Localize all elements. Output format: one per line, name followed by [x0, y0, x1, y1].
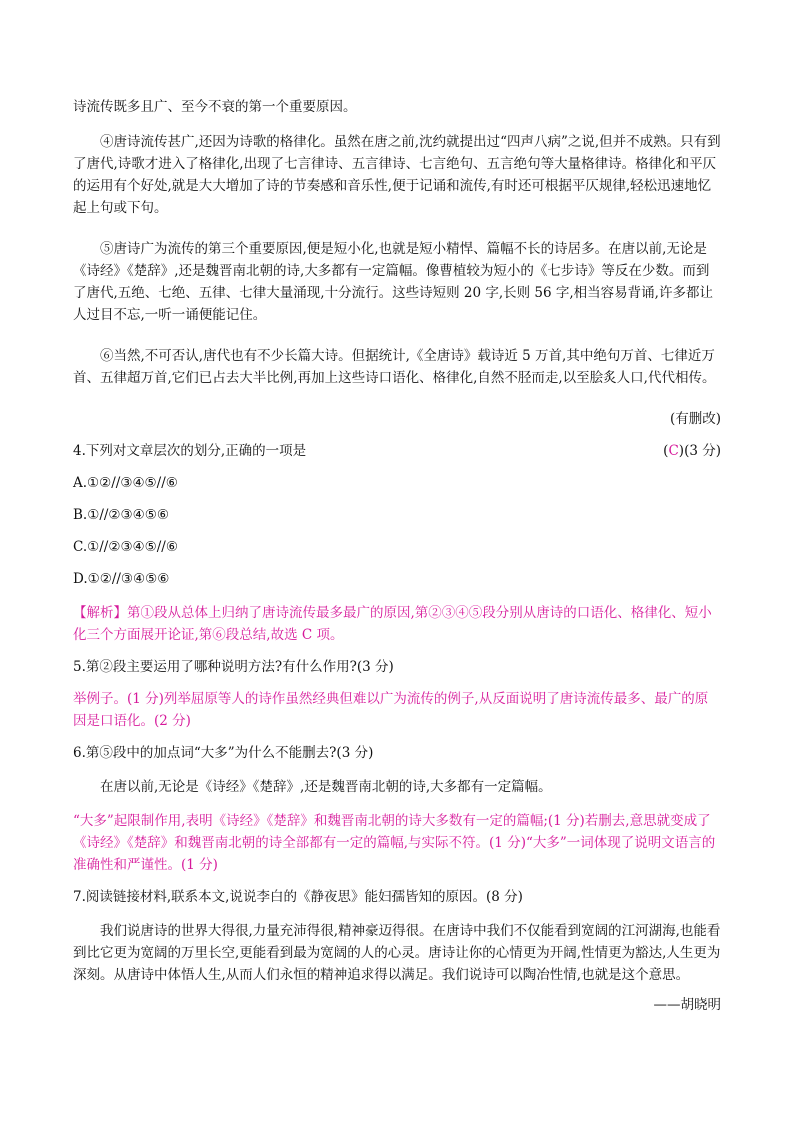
q4-analysis-text: 第①段从总体上归纳了唐诗流传最多最广的原因,第②③④⑤段分别从唐诗的口语化、格律化、短小化三个方面展开论证,第⑥段总结,故选 C 项。: [73, 605, 712, 643]
q6-quote: 在唐以前,无论是《诗经》《楚辞》,还是魏晋南北朝的诗,大多都有一定篇幅。: [100, 779, 552, 795]
source-note: (有删改): [669, 411, 721, 427]
q5-answer: 举例子。(1 分)列举屈原等人的诗作虽然经典但难以广为流传的例子,从反面说明了唐诗流传最多、最广的原因是口语化。(2 分): [73, 691, 709, 729]
q4-answer-score: (C)(3 分): [663, 443, 721, 459]
q4-option-c: C.①//②③④⑤//⑥: [73, 539, 178, 555]
q7-stem: 7.阅读链接材料,联系本文,说说李白的《静夜思》能妇孺皆知的原因。(8 分): [73, 889, 523, 905]
q4-stem: 4.下列对文章层次的划分,正确的一项是: [73, 443, 307, 459]
q7-author: ——胡晓明: [653, 997, 721, 1013]
analysis-tag: 【解析】: [73, 605, 127, 621]
q6-answer: “大多”起限制作用,表明《诗经》《楚辞》和魏晋南北朝的诗大多数有一定的篇幅;(1 分)若删去,意思就变成了《诗经》《楚辞》和魏晋南北朝的诗全部都有一定的篇幅,与实际不符。(1 分)“大多”一词体现了说明文语言的准确性和严谨性。(1 分): [73, 813, 716, 873]
q4-option-a: A.①②//③④⑤//⑥: [73, 475, 178, 491]
q4-answer: C: [668, 443, 679, 459]
q6-stem: 6.第⑤段中的加点词“大多”为什么不能删去?(3 分): [73, 745, 374, 761]
paragraph-6: ⑥当然,不可否认,唐代也有不少长篇大诗。但据统计,《全唐诗》载诗近 5 万首,其中绝句万首、七律近万首、五律超万首,它们已占去大半比例,再加上这些诗口语化、格律化,自然不胫而走,以至脍炙人口,代代相传。: [73, 348, 716, 386]
q4-option-d: D.①②//③④⑤⑥: [73, 571, 170, 587]
paragraph-continued: 诗流传既多且广、至今不衰的第一个重要原因。: [73, 99, 357, 115]
q5-stem: 5.第②段主要运用了哪种说明方法?有什么作用?(3 分): [73, 659, 394, 675]
q4-option-b: B.①//②③④⑤⑥: [73, 507, 169, 523]
paragraph-4: ④唐诗流传甚广,还因为诗歌的格律化。虽然在唐之前,沈约就提出过“四声八病”之说,但并不成熟。只有到了唐代,诗歌才进入了格律化,出现了七言律诗、五言律诗、七言绝句、五言绝句等大量格律诗。格律化和平仄的运用有个好处,就是大大增加了诗的节奏感和音乐性,便于记诵和流传,有时还可根据平仄规律,轻松迅速地忆起上句或下句。: [73, 134, 721, 216]
paragraph-5: ⑤唐诗广为流传的第三个重要原因,便是短小化,也就是短小精悍、篇幅不长的诗居多。在唐以前,无论是《诗经》《楚辞》,还是魏晋南北朝的诗,大多都有一定篇幅。像曹植较为短小的《七步诗》等反在少数。而到了唐代,五绝、七绝、五律、七律大量涌现,十分流行。这些诗短则 20 字,长则 56 字,相当容易背诵,许多都让人过目不忘,一听一诵便能记住。: [73, 241, 713, 323]
q4-analysis: [73, 602, 721, 646]
q7-material: 我们说唐诗的世界大得很,力量充沛得很,精神豪迈得很。在唐诗中我们不仅能看到宽阔的江河湖海,也能看到比它更为宽阔的万里长空,更能看到最为宽阔的人的心灵。唐诗让你的心情更为开阔,性情更为豁达,人生更为深刻。从唐诗中体悟人生,从而人们永恒的精神追求得以满足。我们说诗可以陶冶性情,也就是这个意思。: [73, 923, 721, 983]
page-content: [73, 96, 721, 1016]
q4-stem-row: [73, 440, 721, 462]
q4-score: (3 分): [684, 443, 721, 459]
